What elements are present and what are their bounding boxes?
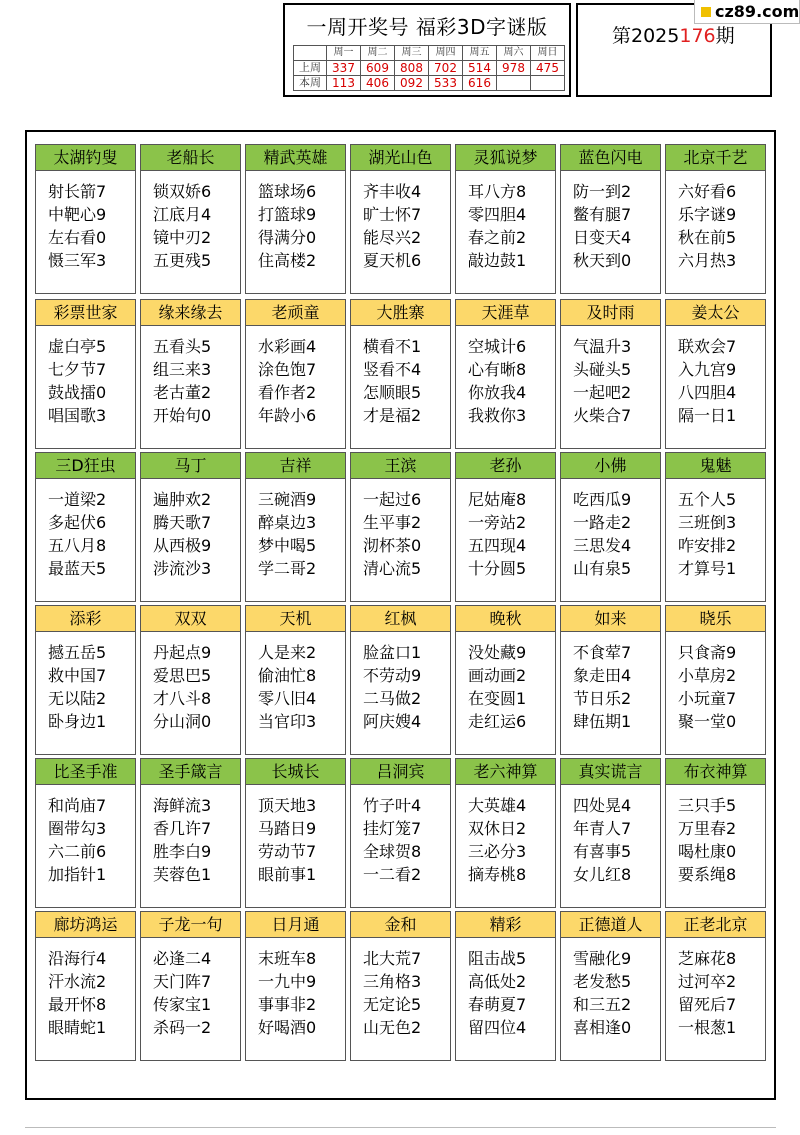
draw-results-header xyxy=(283,3,571,97)
issue-prefix: 第2025 xyxy=(612,25,680,47)
riddle-line: 看作者2 xyxy=(258,383,317,402)
riddle-cell xyxy=(350,144,451,294)
riddle-line: 北大荒7 xyxy=(363,949,422,968)
riddle-line: 顶天地3 xyxy=(258,796,317,815)
riddle-line: 春萌夏7 xyxy=(468,995,527,1014)
riddle-line: 三班倒3 xyxy=(678,513,737,532)
cell-title: 缘来缘去 xyxy=(141,300,240,326)
cell-title: 吕洞宾 xyxy=(351,759,450,785)
cell-title: 王滨 xyxy=(351,453,450,479)
cell-title: 天涯草 xyxy=(456,300,555,326)
riddle-cell xyxy=(665,144,766,294)
riddle-cell xyxy=(35,758,136,908)
riddle-line: 涉流沙3 xyxy=(153,559,212,578)
riddle-line: 秋在前5 xyxy=(678,228,737,247)
riddle-cell xyxy=(245,144,346,294)
riddle-line: 加指针1 xyxy=(48,865,107,884)
riddle-line: 阿庆嫂4 xyxy=(363,712,422,731)
cell-title: 正德道人 xyxy=(561,912,660,938)
day-header: 周一 xyxy=(327,46,361,61)
riddle-line: 五更残5 xyxy=(153,251,212,270)
riddle-cell xyxy=(35,144,136,294)
cell-title: 彩票世家 xyxy=(36,300,135,326)
riddle-line: 芝麻花8 xyxy=(678,949,737,968)
riddle-cell xyxy=(245,911,346,1061)
riddle-cell xyxy=(35,299,136,449)
cell-title: 红枫 xyxy=(351,606,450,632)
cell-title: 吉祥 xyxy=(246,453,345,479)
riddle-line: 耳八方8 xyxy=(468,182,527,201)
riddle-line: 只食斋9 xyxy=(678,643,737,662)
cell-title: 精彩 xyxy=(456,912,555,938)
riddle-line: 吃西瓜9 xyxy=(573,490,632,509)
riddle-line: 小玩童7 xyxy=(678,689,737,708)
riddle-line: 脸盆口1 xyxy=(363,643,422,662)
riddle-line: 年青人7 xyxy=(573,819,632,838)
riddle-line: 旷士怀7 xyxy=(363,205,422,224)
riddle-cell xyxy=(560,605,661,755)
weekly-results-table xyxy=(293,45,565,91)
riddle-line: 当官印3 xyxy=(258,712,317,731)
riddle-line: 才是福2 xyxy=(363,406,422,425)
cell-title: 灵狐说梦 xyxy=(456,145,555,171)
cell-title: 老孙 xyxy=(456,453,555,479)
riddle-line: 八四胆4 xyxy=(678,383,737,402)
riddle-line: 竖看不4 xyxy=(363,360,422,379)
riddle-line: 要系绳8 xyxy=(678,865,737,884)
riddle-line: 醉桌边3 xyxy=(258,513,317,532)
riddle-line: 阻击战5 xyxy=(468,949,527,968)
riddle-line: 汗水流2 xyxy=(48,972,107,991)
riddle-cell xyxy=(140,758,241,908)
cell-title: 北京千艺 xyxy=(666,145,765,171)
riddle-line: 乐字谜9 xyxy=(678,205,737,224)
riddle-line: 海鲜流3 xyxy=(153,796,212,815)
riddle-line: 全球贺8 xyxy=(363,842,422,861)
riddle-line: 防一到2 xyxy=(573,182,632,201)
riddle-line: 和尚庙7 xyxy=(48,796,107,815)
riddle-line: 老古董2 xyxy=(153,383,212,402)
draw-number: 609 xyxy=(361,61,395,76)
riddle-line: 分山洞0 xyxy=(153,712,212,731)
riddle-line: 三必分3 xyxy=(468,842,527,861)
day-header: 周日 xyxy=(531,46,565,61)
riddle-line: 一根葱1 xyxy=(678,1018,737,1037)
riddle-line: 十分圆5 xyxy=(468,559,527,578)
riddle-line: 空城计6 xyxy=(468,337,527,356)
riddle-line: 节日乐2 xyxy=(573,689,632,708)
riddle-cell xyxy=(350,452,451,602)
riddle-line: 传家宝1 xyxy=(153,995,212,1014)
riddle-line: 梦中喝5 xyxy=(258,536,317,555)
riddle-line: 才算号1 xyxy=(678,559,737,578)
riddle-line: 秋天到0 xyxy=(573,251,632,270)
riddle-line: 怎顺眼5 xyxy=(363,383,422,402)
riddle-cell xyxy=(245,758,346,908)
cell-title: 小佛 xyxy=(561,453,660,479)
issue-id: 176 xyxy=(679,25,716,47)
issue-number xyxy=(612,21,735,48)
riddle-cell xyxy=(350,299,451,449)
riddle-line: 圈带勾3 xyxy=(48,819,107,838)
riddle-line: 敲边鼓1 xyxy=(468,251,527,270)
riddle-cell xyxy=(455,758,556,908)
logo-text: cz89.com xyxy=(715,2,800,21)
riddle-line: 双休日2 xyxy=(468,819,527,838)
cell-title: 及时雨 xyxy=(561,300,660,326)
riddle-cell xyxy=(140,144,241,294)
row-label: 本周 xyxy=(294,76,327,91)
riddle-cell xyxy=(665,911,766,1061)
riddle-line: 头碰头5 xyxy=(573,360,632,379)
riddle-line: 沿海行4 xyxy=(48,949,107,968)
riddle-line: 六二前6 xyxy=(48,842,107,861)
riddle-line: 象走田4 xyxy=(573,666,632,685)
riddle-cell xyxy=(455,299,556,449)
riddle-line: 五看头5 xyxy=(153,337,212,356)
divider xyxy=(25,1127,776,1128)
day-header: 周四 xyxy=(429,46,463,61)
riddle-grid xyxy=(25,130,776,1100)
riddle-line: 杀码一2 xyxy=(153,1018,212,1037)
riddle-line: 走红运6 xyxy=(468,712,527,731)
riddle-line: 得满分0 xyxy=(258,228,317,247)
riddle-line: 撼五岳5 xyxy=(48,643,107,662)
riddle-cell xyxy=(245,452,346,602)
draw-number: 337 xyxy=(327,61,361,76)
riddle-cell xyxy=(665,605,766,755)
cell-title: 姜太公 xyxy=(666,300,765,326)
riddle-line: 马踏日9 xyxy=(258,819,317,838)
riddle-line: 大英雄4 xyxy=(468,796,527,815)
riddle-line: 打篮球9 xyxy=(258,205,317,224)
riddle-line: 胜李白9 xyxy=(153,842,212,861)
riddle-line: 三只手5 xyxy=(678,796,737,815)
draw-number xyxy=(531,76,565,91)
riddle-line: 零四胆4 xyxy=(468,205,527,224)
riddle-line: 留死后7 xyxy=(678,995,737,1014)
riddle-line: 五四现4 xyxy=(468,536,527,555)
riddle-line: 一九中9 xyxy=(258,972,317,991)
riddle-line: 没处藏9 xyxy=(468,643,527,662)
riddle-line: 留四位4 xyxy=(468,1018,527,1037)
riddle-line: 春之前2 xyxy=(468,228,527,247)
cell-title: 长城长 xyxy=(246,759,345,785)
riddle-line: 六月热3 xyxy=(678,251,737,270)
riddle-line: 偷油忙8 xyxy=(258,666,317,685)
cell-title: 比圣手准 xyxy=(36,759,135,785)
cell-title: 正老北京 xyxy=(666,912,765,938)
days-row xyxy=(294,46,565,61)
riddle-line: 和三五2 xyxy=(573,995,632,1014)
row-label: 上周 xyxy=(294,61,327,76)
riddle-cell xyxy=(455,452,556,602)
riddle-line: 劳动节7 xyxy=(258,842,317,861)
riddle-line: 联欢会7 xyxy=(678,337,737,356)
riddle-cell xyxy=(140,911,241,1061)
riddle-line: 中靶心9 xyxy=(48,205,107,224)
riddle-line: 眼睛蛇1 xyxy=(48,1018,107,1037)
riddle-cell xyxy=(35,452,136,602)
riddle-line: 女儿红8 xyxy=(573,865,632,884)
riddle-line: 人是来2 xyxy=(258,643,317,662)
riddle-line: 末班车8 xyxy=(258,949,317,968)
riddle-line: 组三来3 xyxy=(153,360,212,379)
riddle-line: 年龄小6 xyxy=(258,406,317,425)
riddle-line: 心有晰8 xyxy=(468,360,527,379)
riddle-line: 一旁站2 xyxy=(468,513,527,532)
riddle-line: 射长箭7 xyxy=(48,182,107,201)
cell-title: 晚秋 xyxy=(456,606,555,632)
riddle-line: 开始句0 xyxy=(153,406,212,425)
cell-title: 三D狂虫 xyxy=(36,453,135,479)
draw-number: 092 xyxy=(395,76,429,91)
riddle-line: 尼姑庵8 xyxy=(468,490,527,509)
cell-title: 布衣神算 xyxy=(666,759,765,785)
riddle-line: 三角格3 xyxy=(363,972,422,991)
riddle-line: 七夕节7 xyxy=(48,360,107,379)
riddle-cell xyxy=(350,911,451,1061)
riddle-cell xyxy=(560,452,661,602)
riddle-line: 肆伍期1 xyxy=(573,712,632,731)
riddle-cell xyxy=(455,911,556,1061)
riddle-line: 竹子叶4 xyxy=(363,796,422,815)
riddle-line: 篮球场6 xyxy=(258,182,317,201)
riddle-cell xyxy=(140,452,241,602)
riddle-line: 日变天4 xyxy=(573,228,632,247)
day-header: 周六 xyxy=(497,46,531,61)
riddle-line: 一二看2 xyxy=(363,865,422,884)
riddle-line: 在变圆1 xyxy=(468,689,527,708)
riddle-line: 遍肿欢2 xyxy=(153,490,212,509)
cell-title: 鬼魅 xyxy=(666,453,765,479)
cell-title: 老船长 xyxy=(141,145,240,171)
riddle-line: 必逢二4 xyxy=(153,949,212,968)
riddle-line: 能尽兴2 xyxy=(363,228,422,247)
riddle-line: 虚白亭5 xyxy=(48,337,107,356)
logo-square-icon xyxy=(701,7,711,17)
day-header: 周三 xyxy=(395,46,429,61)
riddle-line: 老发愁5 xyxy=(573,972,632,991)
riddle-line: 气温升3 xyxy=(573,337,632,356)
draw-number: 702 xyxy=(429,61,463,76)
cell-title: 老六神算 xyxy=(456,759,555,785)
riddle-cell xyxy=(560,758,661,908)
riddle-cell xyxy=(665,452,766,602)
cell-title: 双双 xyxy=(141,606,240,632)
riddle-line: 四处晃4 xyxy=(573,796,632,815)
riddle-line: 好喝酒0 xyxy=(258,1018,317,1037)
cell-title: 如来 xyxy=(561,606,660,632)
riddle-line: 你放我4 xyxy=(468,383,527,402)
riddle-line: 唱国歌3 xyxy=(48,406,107,425)
riddle-line: 高低处2 xyxy=(468,972,527,991)
riddle-line: 五个人5 xyxy=(678,490,737,509)
riddle-line: 隔一日1 xyxy=(678,406,737,425)
issue-suffix: 期 xyxy=(715,25,735,47)
riddle-line: 我救你3 xyxy=(468,406,527,425)
riddle-line: 无定论5 xyxy=(363,995,422,1014)
riddle-line: 最开怀8 xyxy=(48,995,107,1014)
draw-number: 616 xyxy=(463,76,497,91)
riddle-line: 零八旧4 xyxy=(258,689,317,708)
draw-number: 533 xyxy=(429,76,463,91)
draw-number: 406 xyxy=(361,76,395,91)
cell-title: 圣手箴言 xyxy=(141,759,240,785)
cell-title: 日月通 xyxy=(246,912,345,938)
cell-title: 廊坊鸿运 xyxy=(36,912,135,938)
riddle-line: 山无色2 xyxy=(363,1018,422,1037)
corner-cell xyxy=(294,46,327,61)
riddle-cell xyxy=(140,299,241,449)
riddle-cell xyxy=(560,144,661,294)
riddle-line: 火柴合7 xyxy=(573,406,632,425)
riddle-line: 万里春2 xyxy=(678,819,737,838)
riddle-cell xyxy=(560,299,661,449)
riddle-line: 鳖有腿7 xyxy=(573,205,632,224)
site-logo[interactable] xyxy=(694,0,800,24)
cell-title: 蓝色闪电 xyxy=(561,145,660,171)
riddle-line: 天门阵7 xyxy=(153,972,212,991)
riddle-line: 学二哥2 xyxy=(258,559,317,578)
riddle-line: 六好看6 xyxy=(678,182,737,201)
riddle-line: 聚一堂0 xyxy=(678,712,737,731)
cell-title: 天机 xyxy=(246,606,345,632)
riddle-cell xyxy=(35,911,136,1061)
riddle-line: 锁双娇6 xyxy=(153,182,212,201)
riddle-line: 事事非2 xyxy=(258,995,317,1014)
cell-title: 湖光山色 xyxy=(351,145,450,171)
this-week-row xyxy=(294,76,565,91)
cell-title: 真实谎言 xyxy=(561,759,660,785)
cell-title: 金和 xyxy=(351,912,450,938)
riddle-line: 挂灯笼7 xyxy=(363,819,422,838)
draw-number: 808 xyxy=(395,61,429,76)
riddle-line: 江底月4 xyxy=(153,205,212,224)
riddle-line: 一起过6 xyxy=(363,490,422,509)
riddle-line: 慑三军3 xyxy=(48,251,107,270)
cell-title: 精武英雄 xyxy=(246,145,345,171)
riddle-cell xyxy=(665,758,766,908)
riddle-cell xyxy=(245,299,346,449)
riddle-line: 画动画2 xyxy=(468,666,527,685)
riddle-line: 喜相逢0 xyxy=(573,1018,632,1037)
riddle-line: 才八斗8 xyxy=(153,689,212,708)
riddle-line: 卧身边1 xyxy=(48,712,107,731)
riddle-line: 入九宫9 xyxy=(678,360,737,379)
riddle-cell xyxy=(665,299,766,449)
riddle-line: 五八月8 xyxy=(48,536,107,555)
riddle-line: 无以陆2 xyxy=(48,689,107,708)
riddle-line: 咋安排2 xyxy=(678,536,737,555)
riddle-line: 横看不1 xyxy=(363,337,422,356)
riddle-line: 爱思巴5 xyxy=(153,666,212,685)
riddle-line: 过河卒2 xyxy=(678,972,737,991)
riddle-line: 一路走2 xyxy=(573,513,632,532)
riddle-line: 一道梁2 xyxy=(48,490,107,509)
riddle-line: 芙蓉色1 xyxy=(153,865,212,884)
draw-number xyxy=(497,76,531,91)
riddle-line: 水彩画4 xyxy=(258,337,317,356)
day-header: 周五 xyxy=(463,46,497,61)
riddle-line: 眼前事1 xyxy=(258,865,317,884)
riddle-line: 喝杜康0 xyxy=(678,842,737,861)
riddle-line: 住高楼2 xyxy=(258,251,317,270)
riddle-line: 摘寿桃8 xyxy=(468,865,527,884)
riddle-line: 有喜事5 xyxy=(573,842,632,861)
cell-title: 太湖钓叟 xyxy=(36,145,135,171)
riddle-line: 齐丰收4 xyxy=(363,182,422,201)
riddle-line: 三碗酒9 xyxy=(258,490,317,509)
riddle-line: 清心流5 xyxy=(363,559,422,578)
day-header: 周二 xyxy=(361,46,395,61)
riddle-cell xyxy=(140,605,241,755)
draw-number: 514 xyxy=(463,61,497,76)
riddle-cell xyxy=(350,605,451,755)
draw-number: 978 xyxy=(497,61,531,76)
riddle-line: 雪融化9 xyxy=(573,949,632,968)
draw-number: 475 xyxy=(531,61,565,76)
riddle-line: 从西极9 xyxy=(153,536,212,555)
riddle-line: 一起吧2 xyxy=(573,383,632,402)
riddle-line: 鼓战擂0 xyxy=(48,383,107,402)
riddle-cell xyxy=(560,911,661,1061)
last-week-row xyxy=(294,61,565,76)
riddle-cell xyxy=(350,758,451,908)
riddle-line: 二马做2 xyxy=(363,689,422,708)
riddle-line: 沏杯茶0 xyxy=(363,536,422,555)
riddle-cell xyxy=(455,605,556,755)
riddle-line: 不劳动9 xyxy=(363,666,422,685)
riddle-line: 生平事2 xyxy=(363,513,422,532)
header-title: 一周开奖号 福彩3D字谜版 xyxy=(306,15,548,39)
riddle-line: 小草房2 xyxy=(678,666,737,685)
cell-title: 大胜寨 xyxy=(351,300,450,326)
riddle-line: 不食荤7 xyxy=(573,643,632,662)
cell-title: 晓乐 xyxy=(666,606,765,632)
riddle-cell xyxy=(35,605,136,755)
riddle-line: 腾天歌7 xyxy=(153,513,212,532)
cell-title: 老顽童 xyxy=(246,300,345,326)
riddle-line: 山有泉5 xyxy=(573,559,632,578)
draw-number: 113 xyxy=(327,76,361,91)
riddle-line: 夏天机6 xyxy=(363,251,422,270)
riddle-line: 最蓝天5 xyxy=(48,559,107,578)
riddle-cell xyxy=(455,144,556,294)
riddle-line: 涂色饱7 xyxy=(258,360,317,379)
cell-title: 马丁 xyxy=(141,453,240,479)
cell-title: 添彩 xyxy=(36,606,135,632)
riddle-line: 镜中刃2 xyxy=(153,228,212,247)
riddle-line: 多起伏6 xyxy=(48,513,107,532)
riddle-line: 左右看0 xyxy=(48,228,107,247)
riddle-line: 香几许7 xyxy=(153,819,212,838)
riddle-line: 丹起点9 xyxy=(153,643,212,662)
cell-title: 子龙一句 xyxy=(141,912,240,938)
riddle-line: 三思发4 xyxy=(573,536,632,555)
riddle-cell xyxy=(245,605,346,755)
riddle-line: 救中国7 xyxy=(48,666,107,685)
